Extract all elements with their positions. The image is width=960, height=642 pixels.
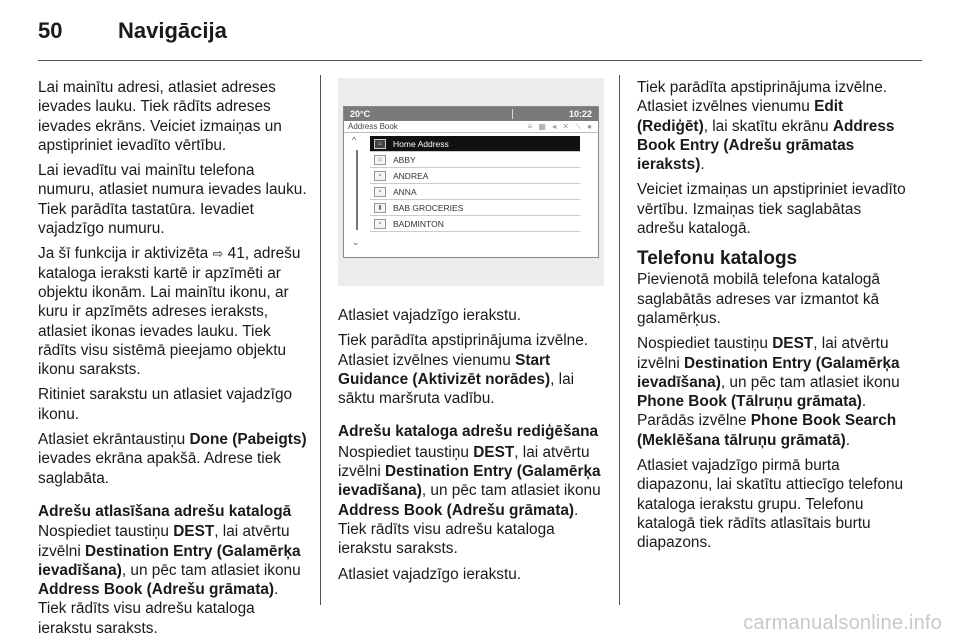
column-divider-2 (619, 75, 620, 605)
status-bar (344, 107, 598, 121)
list-item-home-address[interactable] (370, 136, 580, 152)
list-item[interactable] (370, 168, 580, 184)
paragraph: Veiciet izmaiņas un apstipriniet ievadīto vērtību. Izmaiņas tiek saglabātas adrešu katalogā. (637, 181, 906, 238)
page-title: Navigācija (118, 18, 227, 43)
column-3 (637, 78, 909, 559)
list-item-label: ABBY (393, 154, 416, 165)
entry-rows (370, 136, 580, 232)
paragraph: Tiek parādīta apstiprinājuma izvēlne. Atlasiet izvēlnes vienumu Edit (Rediģēt), lai skatītu ekrānu Address Book Entry (Adrešu grāmatas ieraksts). (637, 79, 895, 174)
column-1 (38, 78, 308, 642)
page-reference-arrow-icon: ⇨ (212, 246, 224, 262)
paragraph: Nospiediet taustiņu DEST, lai atvērtu izvēlni Destination Entry (Galamērķa ievadīšana), un pēc tam atlasiet ikonu Address Book (Adrešu grāmata). Tiek rādīts visu adrešu kataloga ierakstu saraksts. (38, 523, 301, 637)
list-item-label: ANNA (393, 186, 417, 197)
list-item[interactable] (370, 152, 580, 168)
poi-icon: ▪ (374, 171, 386, 181)
section-heading: Adrešu atlasīšana adrešu katalogā (38, 502, 292, 520)
paragraph: Ja šī funkcija ir aktivizēta ⇨ 41, adrešu kataloga ieraksti kartē ir apzīmēti ar objektu ikonām. Lai mainītu ikonu, ar kuru ir apzīmēts adreses ieraksts, atlasiet ikonas ievades lauku. Tiek rādīts visu sistēmā pieejamo objektu ikonu saraksts. (38, 245, 301, 379)
list-item[interactable] (370, 200, 580, 216)
address-book-screenshot (338, 78, 604, 286)
paragraph: Ritiniet sarakstu un atlasiet vajadzīgo ikonu. (38, 386, 293, 423)
column-divider-1 (320, 75, 321, 605)
status-separator (512, 109, 513, 119)
temperature-readout: 20°C (350, 109, 371, 119)
infotainment-screen (343, 106, 599, 258)
watermark: carmanualsonline.info (743, 612, 942, 634)
list-item[interactable] (370, 184, 580, 200)
list-item-label: Home Address (393, 138, 449, 149)
paragraph: Nospiediet taustiņu DEST, lai atvērtu izvēlni Destination Entry (Galamērķa ievadīšana), un pēc tam atlasiet ikonu Phone Book (Tālruņu grāmata). Parādās izvēlne Phone Book Search (Meklēšana tālruņu grāmatā). (637, 335, 900, 449)
paragraph: Atlasiet vajadzīgo ierakstu. (338, 307, 522, 324)
list-title-bar (344, 121, 598, 133)
scroll-down-icon[interactable]: ⌄ (352, 237, 360, 247)
page-number: 50 (38, 18, 63, 43)
paragraph: Pievienotā mobilā telefona katalogā saglabātās adreses var izmantot kā galamērķus. (637, 271, 880, 327)
page-reference-link[interactable]: 41 (223, 245, 245, 263)
page-header (38, 18, 227, 44)
paragraph: Atlasiet vajadzīgo ierakstu. (338, 565, 522, 583)
paragraph: Lai mainītu adresi, atlasiet adreses ievades lauku. Tiek rādīts adreses ievades ekrāns. Veiciet izmaiņas un apstipriniet ievadīto vērtību. (38, 79, 282, 154)
scrollbar[interactable] (356, 150, 358, 230)
home-icon: ⌂ (374, 139, 386, 149)
paragraph: Atlasiet ekrāntaustiņu Done (Pabeigts) ievades ekrāna apakšā. Adrese tiek saglabāta. (38, 431, 307, 487)
header-rule (38, 60, 922, 61)
list-item-label: BADMINTON (393, 218, 444, 229)
shop-icon: ▮ (374, 203, 386, 213)
paragraph: Tiek parādīta apstiprinājuma izvēlne. Atlasiet izvēlnes vienumu Start Guidance (Aktivizēt norādes), lai sāktu maršruta vadību. (338, 332, 589, 408)
contact-icon: ☺ (374, 155, 386, 165)
poi-icon: ▪ (374, 187, 386, 197)
section-heading: Telefonu katalogs (637, 248, 798, 270)
list-title: Address Book (348, 122, 398, 131)
poi-icon: ▪ (374, 219, 386, 229)
paragraph: Nospiediet taustiņu DEST, lai atvērtu izvēlni Destination Entry (Galamērķa ievadīšana), un pēc tam atlasiet ikonu Address Book (Adrešu grāmata). Tiek rādīts visu adrešu kataloga ierakstu saraksts. (338, 443, 601, 558)
address-list (344, 133, 598, 251)
paragraph: Lai ievadītu vai mainītu telefona numuru, atlasiet numura ievades lauku. Tiek parādīta tastatūra. Ievadiet vajadzīgo numuru. (38, 162, 307, 238)
column-2 (338, 306, 608, 590)
section-heading: Adrešu kataloga adrešu rediģēšana (338, 423, 599, 441)
list-item-label: BAB GROCERIES (393, 202, 464, 213)
paragraph: Atlasiet vajadzīgo pirmā burta diapazonu, lai skatītu attiecīgo telefonu kataloga ierakstu grupu. Telefonu katalogā tiek rādīts atlasītais burtu diapazons. (637, 457, 904, 552)
list-item[interactable] (370, 216, 580, 232)
status-icons: ≡ ▦ ◂ ✕ ⟍ ● (527, 121, 594, 131)
clock-readout: 10:22 (568, 109, 592, 119)
scroll-up-icon[interactable]: ^ (352, 135, 357, 145)
list-item-label: ANDREA (393, 170, 429, 181)
